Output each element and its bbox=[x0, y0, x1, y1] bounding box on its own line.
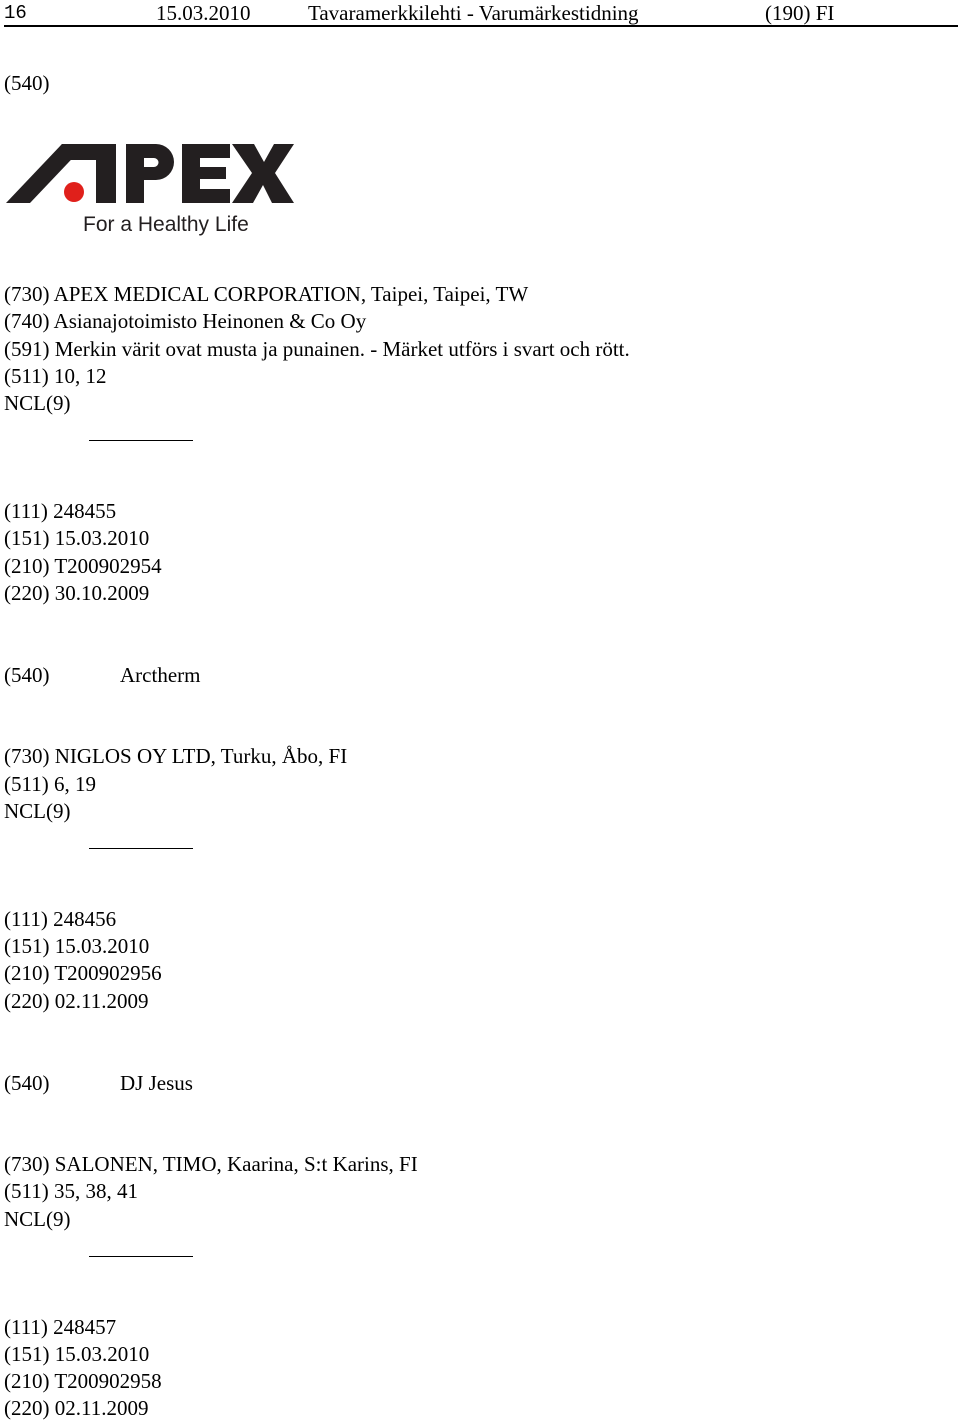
registration-number: (111) 248456 bbox=[4, 907, 117, 931]
header-rule bbox=[4, 25, 958, 27]
mark-label: (540) bbox=[4, 71, 50, 95]
gazette-code: (190) FI bbox=[765, 1, 835, 25]
filing-date: (220) 02.11.2009 bbox=[4, 1396, 149, 1420]
separator-rule bbox=[89, 1256, 193, 1257]
page-number: 16 bbox=[4, 2, 27, 24]
classes-line: (511) 10, 12 bbox=[4, 364, 107, 388]
separator-rule bbox=[89, 848, 193, 849]
registration-number: (111) 248457 bbox=[4, 1315, 117, 1339]
registration-date: (151) 15.03.2010 bbox=[4, 1342, 150, 1366]
colors-line: (591) Merkin värit ovat musta ja punainen. - Märket utförs i svart och rött. bbox=[4, 337, 630, 361]
application-number: (210) T200902954 bbox=[4, 554, 162, 578]
classes-line: (511) 6, 19 bbox=[4, 772, 96, 796]
filing-date: (220) 02.11.2009 bbox=[4, 989, 149, 1013]
logo-tagline: For a Healthy Life bbox=[83, 213, 249, 236]
ncl-line: NCL(9) bbox=[4, 799, 71, 823]
publication-title: Tavaramerkkilehti - Varumärkestidning bbox=[308, 1, 639, 25]
owner-line: (730) SALONEN, TIMO, Kaarina, S:t Karins, FI bbox=[4, 1152, 418, 1176]
owner-line: (730) APEX MEDICAL CORPORATION, Taipei, Taipei, TW bbox=[4, 282, 529, 306]
registration-number: (111) 248455 bbox=[4, 499, 117, 523]
representative-line: (740) Asianajotoimisto Heinonen & Co Oy bbox=[4, 309, 367, 333]
header-date: 15.03.2010 bbox=[156, 1, 251, 25]
filing-date: (220) 30.10.2009 bbox=[4, 581, 150, 605]
mark-text: Arctherm bbox=[120, 663, 201, 687]
classes-line: (511) 35, 38, 41 bbox=[4, 1179, 138, 1203]
ncl-line: NCL(9) bbox=[4, 391, 71, 415]
mark-label: (540) bbox=[4, 1071, 50, 1095]
mark-label: (540) bbox=[4, 663, 50, 687]
application-number: (210) T200902958 bbox=[4, 1369, 162, 1393]
ncl-line: NCL(9) bbox=[4, 1207, 71, 1231]
registration-date: (151) 15.03.2010 bbox=[4, 526, 150, 550]
mark-text: DJ Jesus bbox=[120, 1071, 193, 1095]
owner-line: (730) NIGLOS OY LTD, Turku, Åbo, FI bbox=[4, 744, 348, 768]
application-number: (210) T200902956 bbox=[4, 961, 162, 985]
registration-date: (151) 15.03.2010 bbox=[4, 934, 150, 958]
separator-rule bbox=[89, 440, 193, 441]
apex-logo-image bbox=[6, 132, 296, 254]
